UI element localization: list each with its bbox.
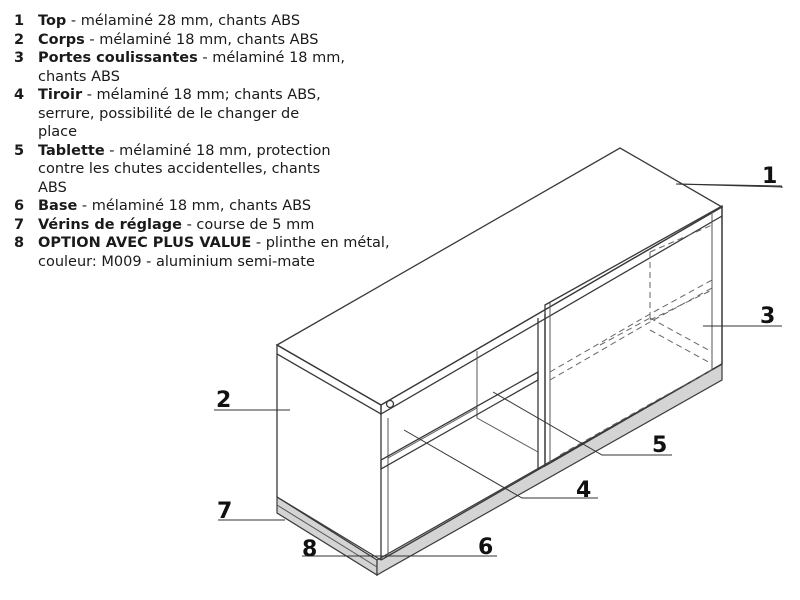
legend-part-name: Vérins de réglage [38,216,182,233]
legend-part-desc: - course de 5 mm [181,216,315,233]
legend-part-desc: - mélaminé 18 mm, protection contre les chutes accidentelles, chants ABS [38,142,331,196]
cabinet-top [277,148,722,414]
legend-number: 8 [14,235,25,251]
callout-5: 5 [652,433,668,458]
legend-number: 5 [14,142,25,159]
legend-part-desc: - mélaminé 28 mm, chants ABS [66,13,301,29]
legend-part-desc: - mélaminé 18 mm; chants ABS, serrure, possibilité de le changer de place [38,87,321,140]
legend-part-name: OPTION AVEC PLUS VALUE [38,235,252,251]
cabinet-side-panel [277,354,381,560]
legend-part-desc: - mélaminé 18 mm, chants ABS [77,198,312,214]
legend-part-name: Top [38,13,67,29]
legend-number: 2 [14,31,25,48]
callout-8: 8 [302,537,318,562]
legend-number: 4 [14,87,25,103]
callout-6: 6 [478,535,494,560]
legend-number: 3 [14,50,25,66]
lock-icon [387,401,394,408]
legend-part-desc: - mélaminé 18 mm, chants ABS [84,31,319,48]
callout-4: 4 [576,478,592,503]
legend-part-name: Tablette [38,142,105,159]
legend-part-name: Corps [38,31,85,48]
callout-3: 3 [760,304,776,329]
legend-number: 1 [14,13,25,29]
legend-part-desc: - plinthe en métal, couleur: M009 - aluminium semi-mate [38,235,390,270]
legend-part-name: Portes coulissantes [38,50,198,66]
callout-2: 2 [216,388,232,413]
callout-1: 1 [762,164,778,189]
legend-number: 6 [14,198,25,214]
legend-part-name: Tiroir [38,87,83,103]
callout-7: 7 [217,499,233,524]
legend-part-name: Base [38,198,78,214]
legend-number: 7 [14,216,25,233]
legend-part-desc: - mélaminé 18 mm, chants ABS [38,50,345,85]
cabinet-front [381,216,722,560]
